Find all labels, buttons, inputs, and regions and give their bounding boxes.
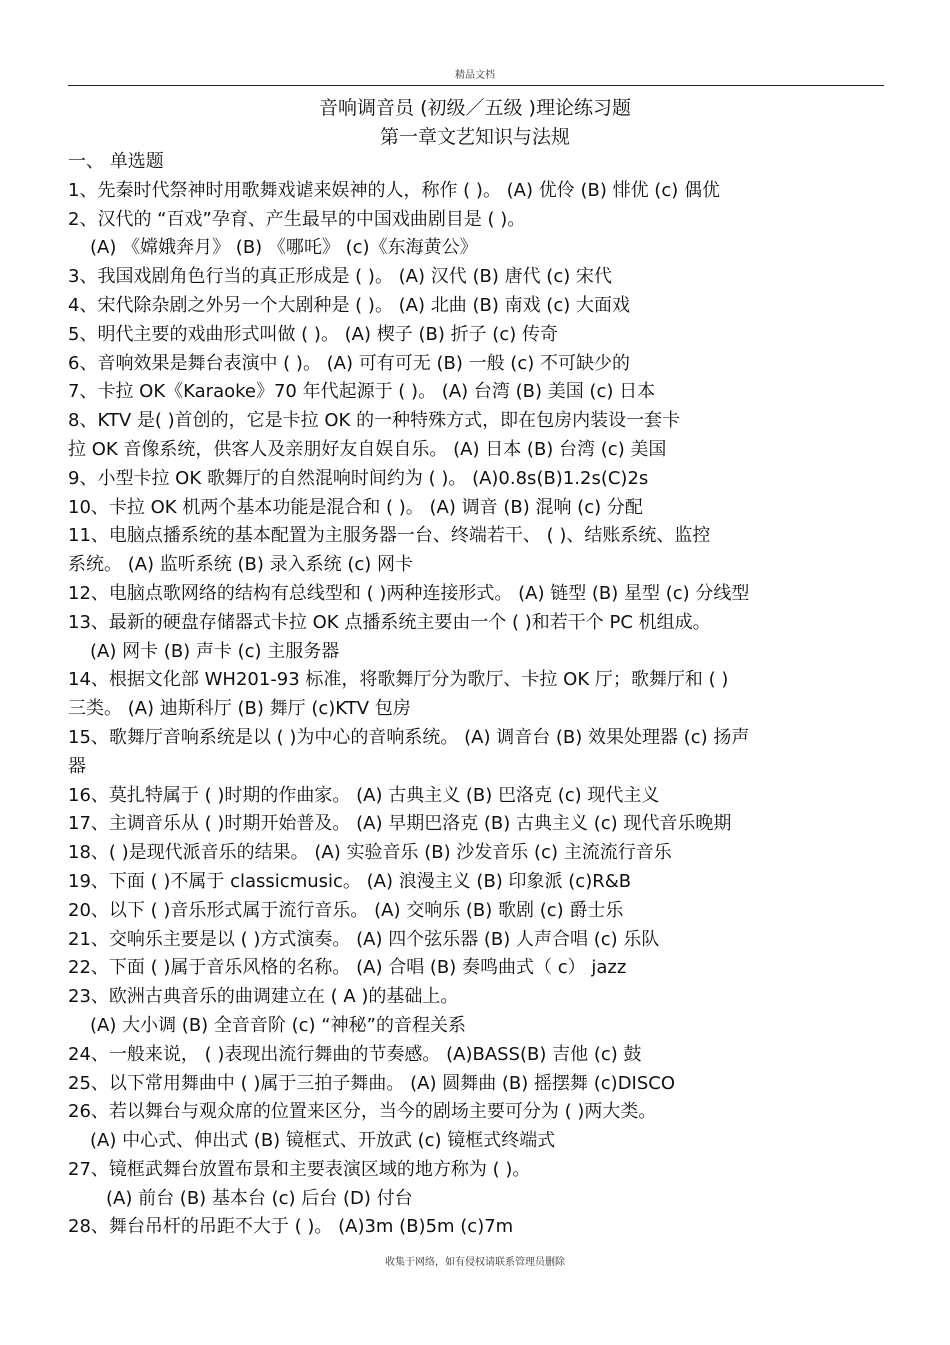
question-27: 27、镜框武舞台放置布景和主要表演区域的地方称为 ( )。 [68, 1158, 531, 1180]
question-23-options: (A) 大小调 (B) 全音音阶 (c) “神秘”的音程关系 [90, 1014, 466, 1036]
chapter-title: 第一章文艺知识与法规 [379, 126, 570, 148]
question-23: 23、欧洲古典音乐的曲调建立在 ( A )的基础上。 [68, 986, 459, 1008]
section-heading: 一、 单选题 [68, 151, 164, 172]
question-14: 14、根据文化部 WH201-93 标准，将歌舞厅分为歌厅、卡拉 OK 厅；歌舞厅和 ( ) [68, 669, 729, 691]
document-title: 音响调音员 (初级／五级 )理论练习题 [319, 97, 631, 119]
question-2-options: (A) 《嫦娥奔月》 (B) 《哪吒》 (c)《东海黄公》 [90, 237, 478, 259]
question-13-options: (A) 网卡 (B) 声卡 (c) 主服务器 [90, 640, 340, 662]
question-17: 17、主调音乐从 ( )时期开始普及。 (A) 早期巴洛克 (B) 古典主义 (c) 现代音乐晚期 [68, 813, 732, 835]
question-26: 26、若以舞台与观众席的位置来区分，当今的剧场主要可分为 ( )两大类。 [68, 1101, 657, 1123]
question-3: 3、我国戏剧角色行当的真正形成是 ( )。 (A) 汉代 (B) 唐代 (c) 宋代 [68, 266, 612, 288]
question-21: 21、交响乐主要是以 ( )方式演奏。 (A) 四个弦乐器 (B) 人声合唱 (c) 乐队 [68, 928, 660, 950]
question-15: 15、歌舞厅音响系统是以 ( )为中心的音响系统。 (A) 调音台 (B) 效果处理器 (c) 扬声 [68, 726, 750, 748]
question-28: 28、舞台吊杆的吊距不大于 ( )。 (A)3m (B)5m (c)7m [68, 1216, 514, 1238]
question-26-options: (A) 中心式、伸出式 (B) 镜框式、开放武 (c) 镜框式终端式 [90, 1130, 556, 1152]
question-11-continued: 系统。 (A) 监听系统 (B) 录入系统 (c) 网卡 [68, 554, 414, 576]
question-7: 7、卡拉 OK《Karaoke》70 年代起源于 ( )。 (A) 台湾 (B) 美国 (c) 日本 [68, 381, 656, 403]
question-14-continued: 三类。 (A) 迪斯科厅 (B) 舞厅 (c)KTV 包房 [68, 698, 411, 720]
page-header: 精品文档 [455, 70, 495, 81]
page-footer: 收集于网络，如有侵权请联系管理员删除 [385, 1257, 565, 1268]
question-9: 9、小型卡拉 OK 歌舞厅的自然混响时间约为 ( )。 (A)0.8s(B)1.2s(C)2s [68, 467, 649, 489]
question-6: 6、音响效果是舞台表演中 ( )。 (A) 可有可无 (B) 一般 (c) 不可缺少的 [68, 352, 630, 374]
question-1: 1、先秦时代祭神时用歌舞戏谑来娱神的人，称作 ( )。 (A) 优伶 (B) 悱优 (c) 偶优 [68, 179, 720, 201]
question-15-continued: 器 [68, 755, 86, 777]
question-8: 8、KTV 是( )首创的，它是卡拉 OK 的一种特殊方式，即在包房内装设一套卡 [68, 410, 681, 432]
header-rule [68, 85, 884, 86]
question-18: 18、( )是现代派音乐的结果。 (A) 实验音乐 (B) 沙发音乐 (c) 主流流行音乐 [68, 842, 672, 864]
question-27-options: (A) 前台 (B) 基本台 (c) 后台 (D) 付台 [106, 1187, 413, 1209]
question-22: 22、下面 ( )属于音乐风格的名称。 (A) 合唱 (B) 奏鸣曲式（ c） jazz [68, 957, 627, 979]
question-10: 10、卡拉 OK 机两个基本功能是混合和 ( )。 (A) 调音 (B) 混响 (c) 分配 [68, 496, 643, 518]
question-4: 4、宋代除杂剧之外另一个大剧种是 ( )。 (A) 北曲 (B) 南戏 (c) 大面戏 [68, 294, 630, 316]
question-13: 13、最新的硬盘存储器式卡拉 OK 点播系统主要由一个 ( )和若干个 PC 机组成。 [68, 611, 711, 633]
question-25: 25、以下常用舞曲中 ( )属于三拍子舞曲。 (A) 圆舞曲 (B) 摇摆舞 (c)DISCO [68, 1072, 676, 1094]
question-19: 19、下面 ( )不属于 classicmusic。 (A) 浪漫主义 (B) 印象派 (c)R&B [68, 870, 632, 892]
question-list [68, 148, 888, 1242]
question-20: 20、以下 ( )音乐形式属于流行音乐。 (A) 交响乐 (B) 歌剧 (c) 爵士乐 [68, 899, 624, 921]
question-2: 2、汉代的 “百戏”孕育、产生最早的中国戏曲剧目是 ( )。 [68, 208, 526, 230]
question-16: 16、莫扎特属于 ( )时期的作曲家。 (A) 古典主义 (B) 巴洛克 (c) 现代主义 [68, 784, 660, 806]
question-11: 11、电脑点播系统的基本配置为主服务器一台、终端若干、 ( )、结账系统、监控 [68, 525, 711, 547]
question-12: 12、电脑点歌网络的结构有总线型和 ( )两种连接形式。 (A) 链型 (B) 星型 (c) 分线型 [68, 582, 750, 604]
question-5: 5、明代主要的戏曲形式叫做 ( )。 (A) 楔子 (B) 折子 (c) 传奇 [68, 323, 558, 345]
question-8-continued: 拉 OK 音像系统，供客人及亲朋好友自娱自乐。 (A) 日本 (B) 台湾 (c) 美国 [68, 438, 667, 460]
question-24: 24、一般来说， ( )表现出流行舞曲的节奏感。 (A)BASS(B) 吉他 (c) 鼓 [68, 1043, 642, 1065]
